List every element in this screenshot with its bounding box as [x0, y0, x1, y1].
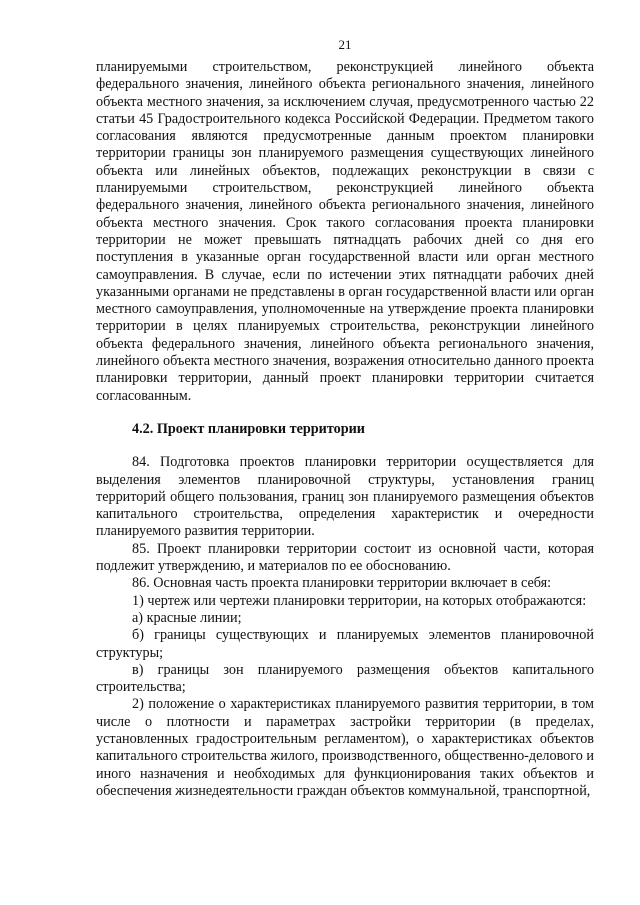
- list-item-1: 1) чертеж или чертежи планировки территории, на которых отображаются:: [132, 592, 587, 609]
- section-heading: 4.2. Проект планировки территории: [132, 420, 365, 437]
- paragraph-86: 86. Основная часть проекта планировки территории включает в себя:: [132, 575, 552, 592]
- paragraph-85: 85. Проект планировки территории состоит из основной части, которая подлежит утверждению, и материалов по ее обоснованию.: [96, 540, 594, 575]
- list-item-v: в) границы зон планируемого размещения объектов капитального строительства;: [96, 661, 594, 696]
- paragraph-84: 84. Подготовка проектов планировки территории осуществляется для выделения элементов планировочной структуры, установления границ территорий общего пользования, границ зон планируемого размещения объектов капитального строительства, определения характеристик и очередности планируемого развития территории.: [96, 454, 594, 540]
- list-item-b: б) границы существующих и планируемых элементов планировочной структуры;: [96, 627, 594, 661]
- list-item-2: 2) положение о характеристиках планируемого развития территории, в том числе о плотности и параметрах застройки территории (в пределах, установленных градостроительным регламентом), о характеристиках объектов капитального строительства жилого, производственного, общественно-делового и иного назначения и необходимых для функционирования таких объектов и обеспечения жизнедеятельности граждан объектов коммунальной, транспортной,: [96, 696, 594, 799]
- paragraph-continued: планируемыми строительством, реконструкцией линейного объекта федерального значения, линейного объекта регионального значения, линейного объекта местного значения, за исключением случая, предусмотренного частью 22 статьи 45 Градостроительного кодекса Российской Федерации. Предметом такого согласования являются предусмотренные данным проектом планировки территории границы зон планируемого размещения существующих линейного объекта или линейных объектов, подлежащих реконструкции в связи с планируемыми строительством, реконструкцией линейного объекта федерального значения, линейного объекта регионального значения, линейного объекта местного значения. Срок такого согласования проекта планировки территории не может превышать пятнадцать рабочих дней со дня его поступления в указанные орган государственной власти или орган местного самоуправления. В случае, если по истечении этих пятнадцати рабочих дней указанными органами не представлены в орган государственной власти или орган местного самоуправления, уполномоченные на утверждение проекта планировки территории в целях планируемых строительства, реконструкции линейного объекта федерального значения, линейного объекта регионального значения, линейного объекта местного значения, возражения относительно данного проекта планировки территории, данный проект планировки территории считается согласованным.: [96, 59, 594, 404]
- list-item-a: а) красные линии;: [132, 609, 242, 626]
- page-number: 21: [338, 37, 352, 52]
